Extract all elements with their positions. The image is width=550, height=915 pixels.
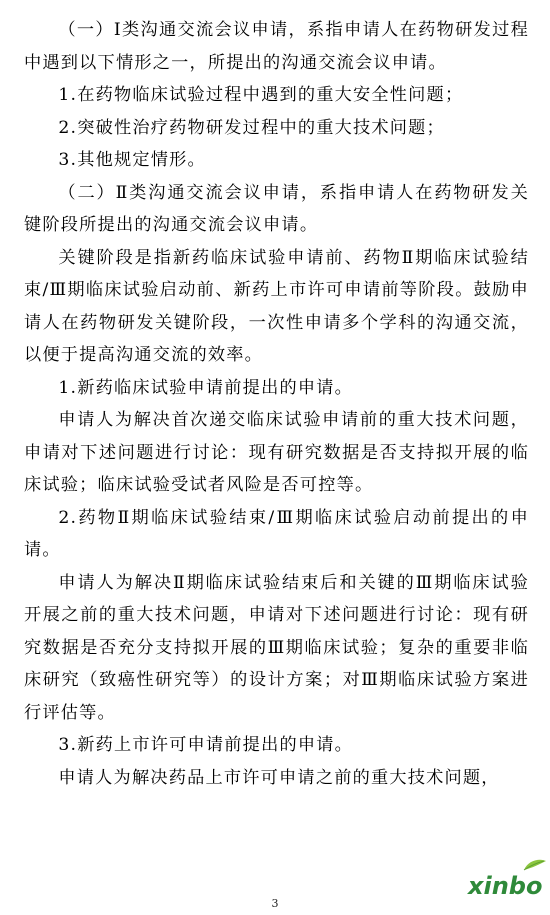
paragraph: （一）Ⅰ类沟通交流会议申请，系指申请人在药物研发过程中遇到以下情形之一，所提出的沟通交流会议申请。	[24, 20, 529, 73]
paragraph: 申请人为解决药品上市许可申请之前的重大技术问题，	[58, 767, 500, 788]
paragraph: 申请人为解决Ⅱ期临床试验结束后和关键的Ⅲ期临床试验开展之前的重大技术问题，申请对下述问题进行讨论：现有研究数据是否充分支持拟开展的Ⅲ期临床试验；复杂的重要非临床研究（致癌性研究等）的设计方案；对Ⅲ期临床试验方案进行评估等。	[24, 572, 529, 723]
logo-text: xinbo	[468, 872, 543, 900]
paragraph: 关键阶段是指新药临床试验申请前、药物Ⅱ期临床试验结束/Ⅲ期临床试验启动前、新药上市许可申请前等阶段。鼓励申请人在药物研发关键阶段，一次性申请多个学科的沟通交流，以便于提高沟通交流的效率。	[24, 247, 529, 365]
xinbo-logo	[466, 858, 550, 902]
paragraph: 2.突破性治疗药物研发过程中的重大技术问题；	[58, 117, 445, 138]
paragraph: 3.新药上市许可申请前提出的申请。	[58, 735, 354, 755]
body-text	[24, 14, 529, 794]
paragraph: 1.新药临床试验申请前提出的申请。	[58, 377, 354, 398]
paragraph: 2.药物Ⅱ期临床试验结束/Ⅲ期临床试验启动前提出的申请。	[24, 507, 529, 560]
paragraph: 1.在药物临床试验过程中遇到的重大安全性问题；	[58, 85, 464, 105]
page-number: 3	[271, 897, 279, 910]
paragraph: 申请人为解决首次递交临床试验申请前的重大技术问题，申请对下述问题进行讨论：现有研究数据是否支持拟开展的临床试验；临床试验受试者风险是否可控等。	[24, 410, 529, 495]
paragraph: （二）Ⅱ类沟通交流会议申请，系指申请人在药物研发关键阶段所提出的沟通交流会议申请。	[24, 182, 529, 235]
paragraph: 3.其他规定情形。	[58, 150, 206, 170]
